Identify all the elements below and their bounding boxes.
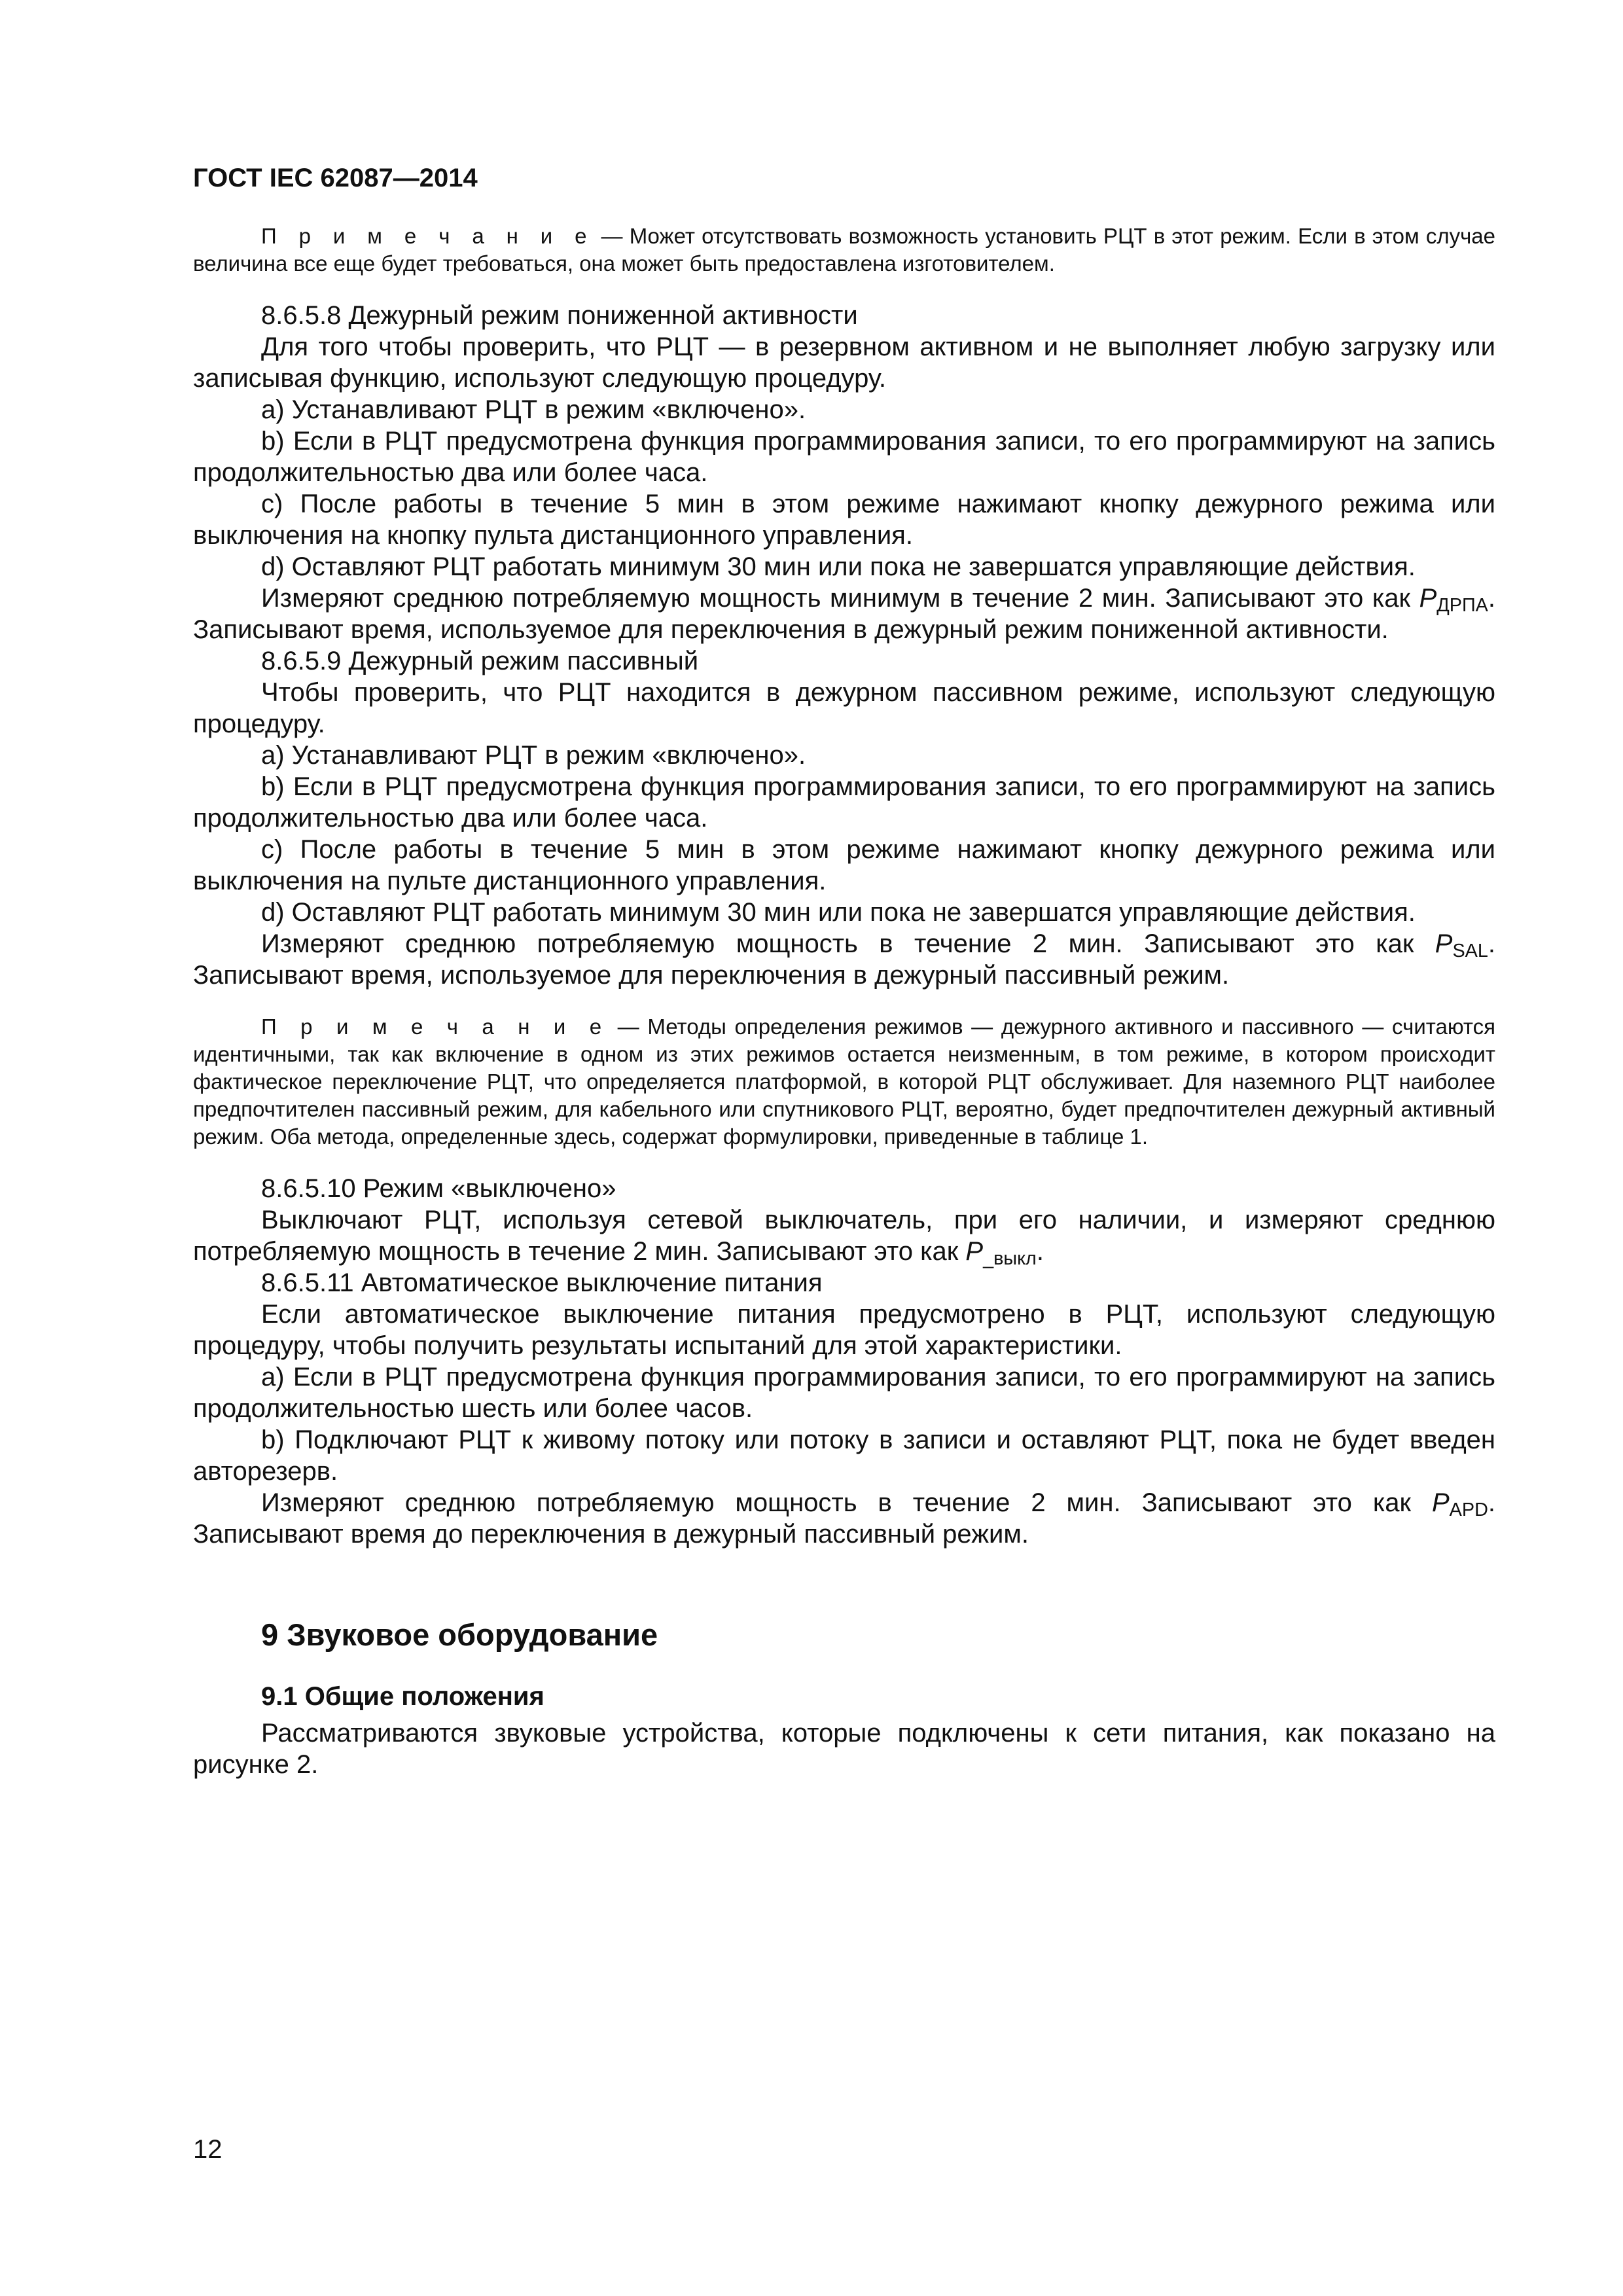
symbol-p: P [1435,929,1453,958]
note-label: П р и м е ч а н и е [261,1014,609,1039]
list-item: c) После работы в течение 5 мин в этом режиме нажимают кнопку дежурного режима или выключения на пульте дистанционного управления. [193,835,1495,895]
paragraph: Измеряют среднюю потребляемую мощность в течение 2 мин. Записывают это как $P_{APD}$. Записывают время до переключения в дежурный пассивный режим. [193,1488,1495,1549]
paragraph: Чтобы проверить, что РЦТ находится в дежурном пассивном режиме, используют следующую процедуру. [193,678,1495,738]
symbol-p: P [1431,1488,1450,1517]
paragraph: Выключают РЦТ, используя сетевой выключатель, при его наличии, и измеряют среднюю потребляемую мощность в течение 2 мин. Записывают это как $P_{\_выкл}$. [193,1206,1495,1270]
symbol-subscript: _выкл [983,1248,1037,1270]
document-header: ГОСТ IEC 62087—2014 [193,164,478,192]
list-item: а) Если в РЦТ предусмотрена функция программирования записи, то его программируют на запись продолжительностью шесть или более часов. [193,1363,1495,1423]
paragraph: Измеряют среднюю потребляемую мощность в течение 2 мин. Записывают это как $P_{SAL}$. Записывают время, используемое для переключения в дежурный пассивный режим. [193,929,1495,990]
list-item: d) Оставляют РЦТ работать минимум 30 мин или пока не завершатся управляющие действия. [261,552,1416,581]
list-item: b) Подключают РЦТ к живому потоку или потоку в записи и оставляют РЦТ, пока не будет введен авторезерв. [193,1426,1495,1486]
heading-8-6-5-9: 8.6.5.9 Дежурный режим пассивный [261,647,699,675]
list-item: d) Оставляют РЦТ работать минимум 30 мин или пока не завершатся управляющие действия. [261,898,1416,927]
list-item: c) После работы в течение 5 мин в этом режиме нажимают кнопку дежурного режима или выключения на кнопку пульта дистанционного управления. [193,490,1495,550]
symbol-subscript: SAL [1452,941,1488,962]
paragraph: Если автоматическое выключение питания предусмотрено в РЦТ, используют следующую процедуру, чтобы получить результаты испытаний для этой характеристики. [193,1300,1495,1360]
section-9-title: 9 Звуковое оборудование [261,1617,658,1652]
list-item: а) Устанавливают РЦТ в режим «включено». [261,741,806,770]
note-1 [193,223,1495,278]
symbol-subscript: APD [1449,1499,1488,1521]
list-item: b) Если в РЦТ предусмотрена функция программирования записи, то его программируют на запись продолжительностью два или более часа. [193,772,1495,833]
symbol-p: P [1419,584,1437,613]
heading-8-6-5-11: 8.6.5.11 Автоматическое выключение питания [261,1268,823,1297]
list-item: b) Если в РЦТ предусмотрена функция программирования записи, то его программируют на запись продолжительностью два или более часа. [193,427,1495,487]
list-item: а) Устанавливают РЦТ в режим «включено». [261,395,806,424]
heading-8-6-5-8: 8.6.5.8 Дежурный режим пониженной активности [261,301,858,330]
symbol-subscript: ДРПА [1436,595,1488,617]
symbol-p: P [965,1237,984,1266]
paragraph: Рассматриваются звуковые устройства, которые подключены к сети питания, как показано на рисунке 2. [193,1719,1495,1779]
heading-8-6-5-10: 8.6.5.10 Режим «выключено» [261,1174,616,1203]
note-text: — Методы определения режимов — дежурного активного и пассивного — считаются идентичными, так как включение в одном из этих режимов остается неизменным, в том режиме, в котором происходит фактическое переключение РЦТ, что определяется платформой, в которой РЦТ обслуживает. Для наземного РЦТ наиболее предпочтителен пассивный режим, для кабельного или спутникового РЦТ, вероятно, будет предпочтителен дежурный активный режим. Оба метода, определенные здесь, содержат формулировки, приведенные в таблице 1. [193,1014,1496,1149]
paragraph: Измеряют среднюю потребляемую мощность минимум в течение 2 мин. Записывают это как $P_{ДРПА}$. Записывают время, используемое для переключения в дежурный режим пониженной активности. [193,584,1495,644]
section-9-1-title: 9.1 Общие положения [261,1682,544,1711]
note-label: П р и м е ч а н и е [261,224,595,248]
note-2 [193,1013,1495,1151]
note-text: — Может отсутствовать возможность установить РЦТ в этот режим. Если в этом случае величина все еще будет требоваться, она может быть предоставлена изготовителем. [193,224,1495,276]
body-text [193,223,1495,1780]
page-number: 12 [193,2135,223,2164]
paragraph: Для того чтобы проверить, что РЦТ — в резервном активном и не выполняет любую загрузку или записывая функцию, используют следующую процедуру. [193,332,1495,393]
